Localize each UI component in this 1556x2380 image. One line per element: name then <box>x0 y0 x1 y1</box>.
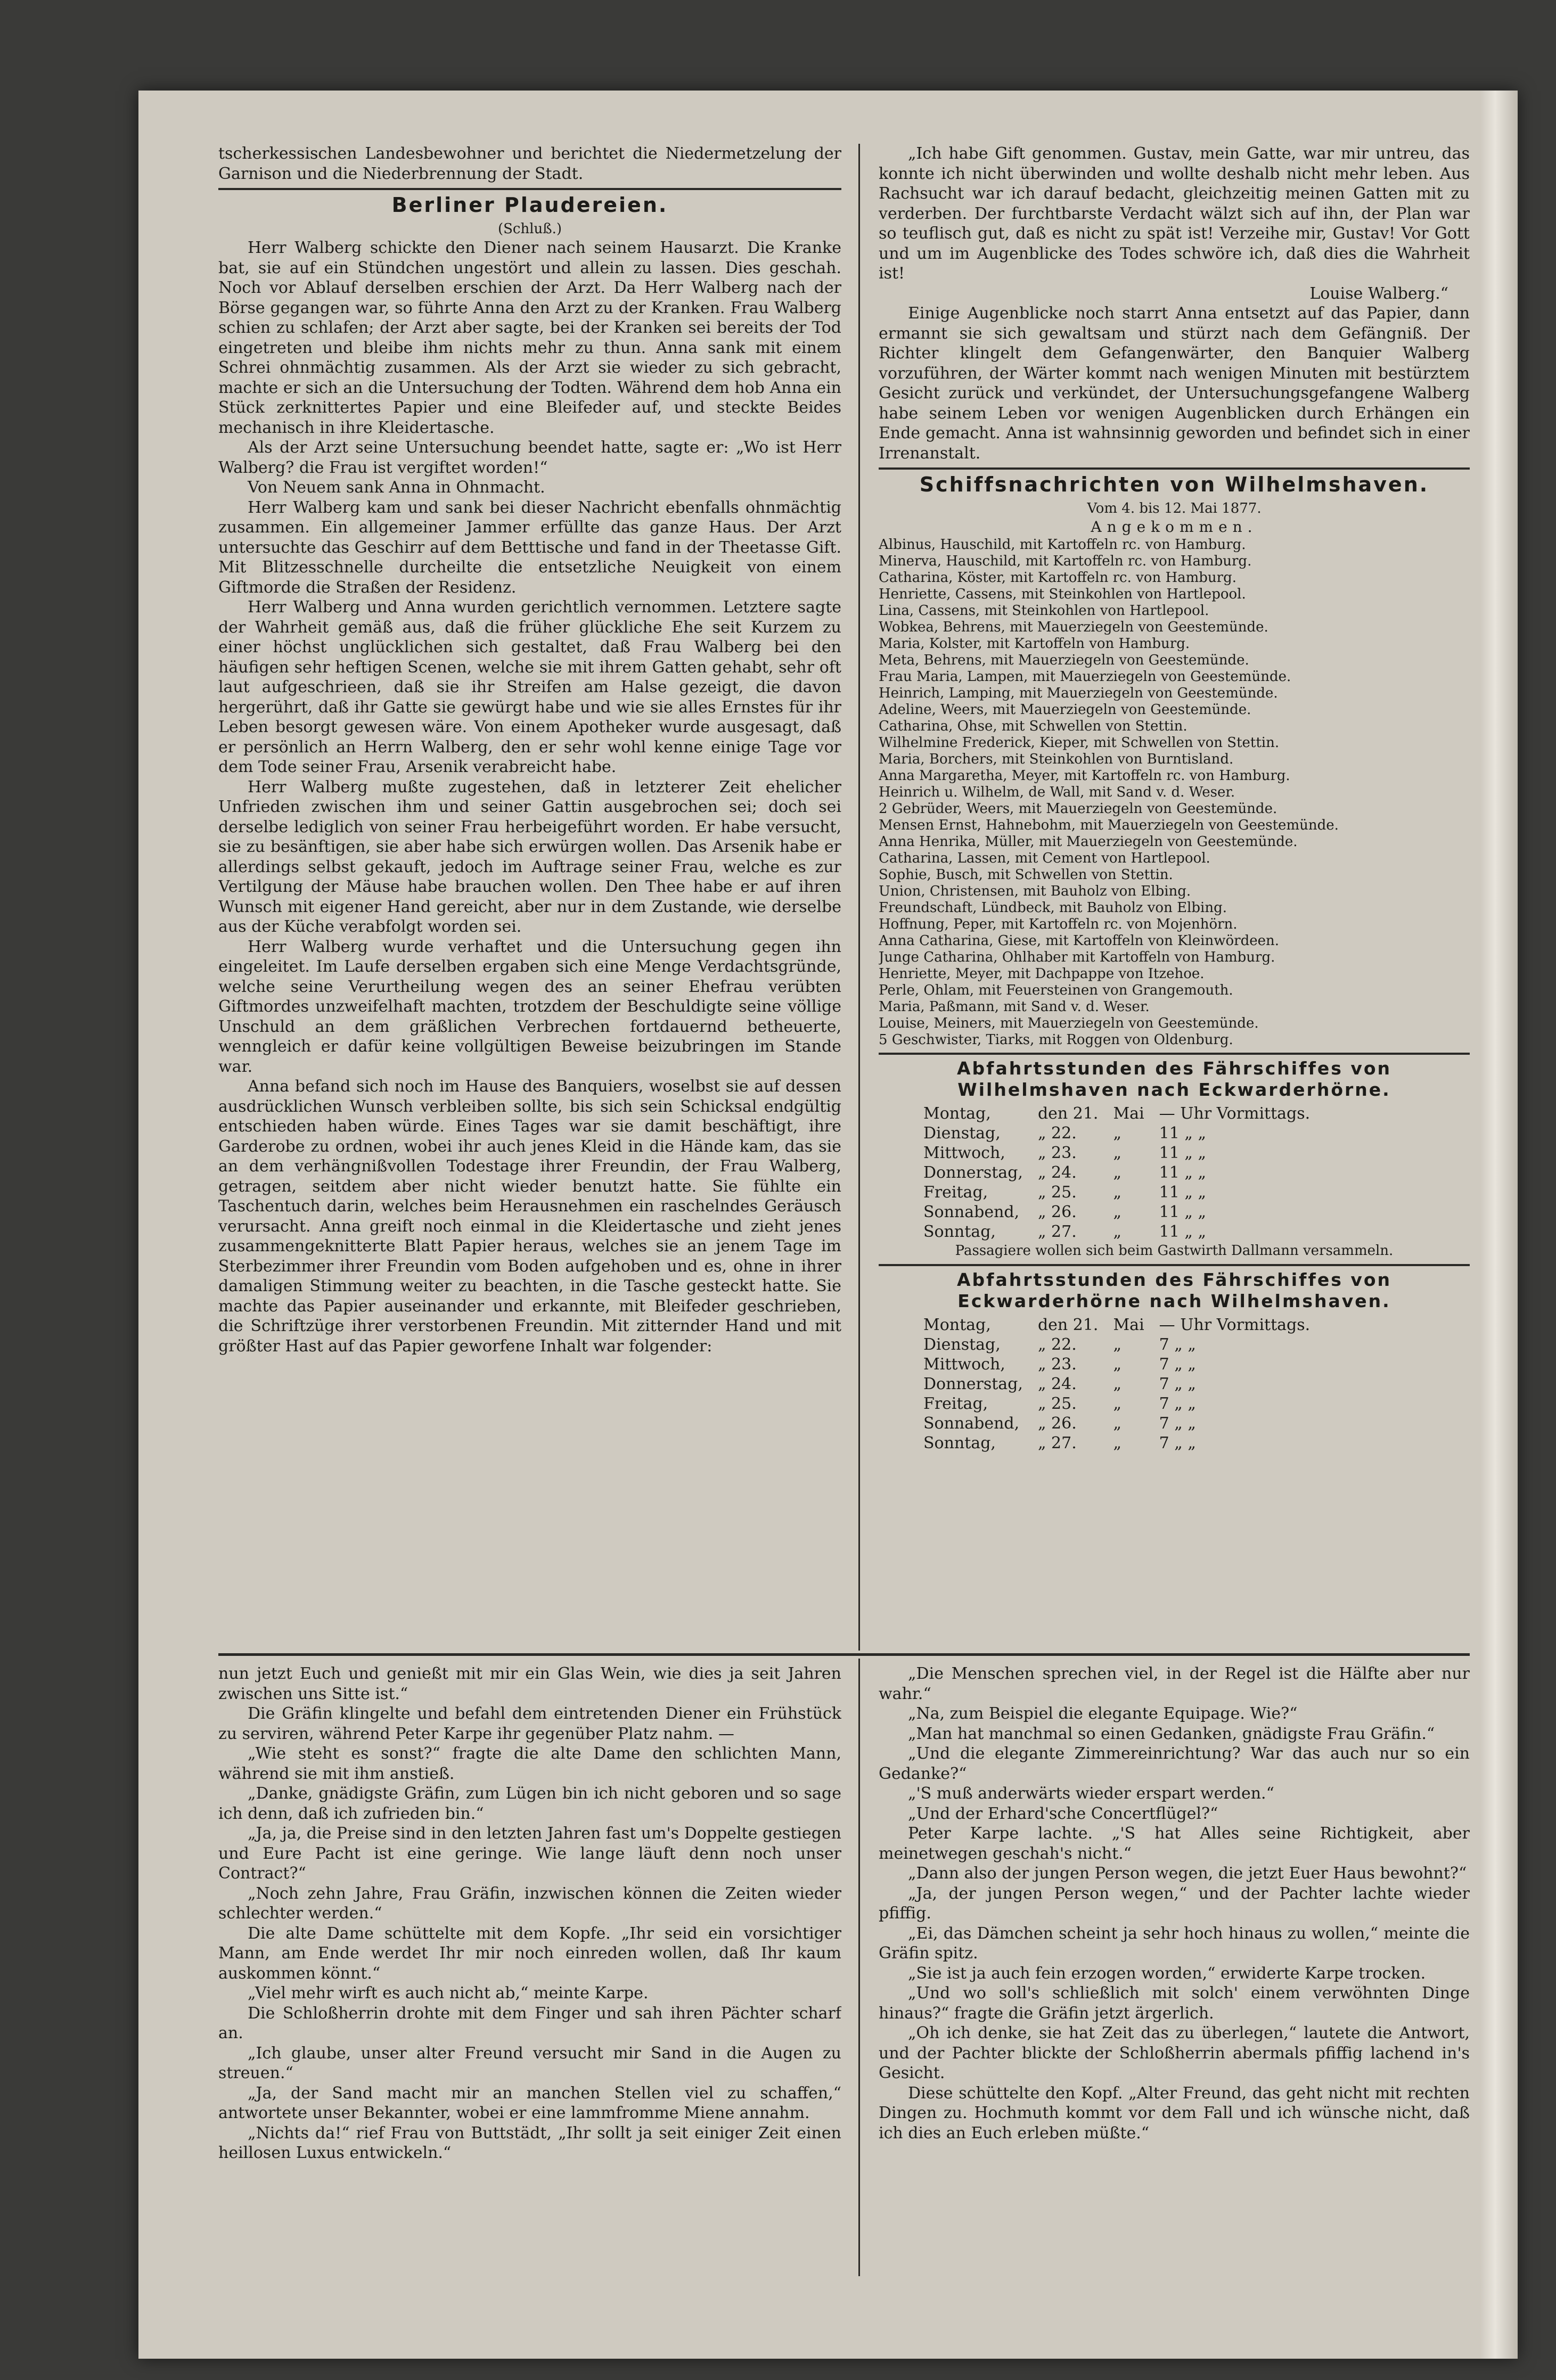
table-cell: den 21. <box>1037 1316 1099 1334</box>
list-item: Anna Catharina, Giese, mit Kartoffeln von Kleinwördeen. <box>879 933 1279 949</box>
table-cell: „ <box>1113 1335 1122 1354</box>
table-row <box>916 1315 1317 1335</box>
list-item: Maria, Borchers, mit Steinkohlen von Burntisland. <box>879 751 1234 767</box>
list-item: Minerva, Hauschild, mit Kartoffeln rc. von Hamburg. <box>879 553 1252 569</box>
table-cell: Sonnabend, <box>923 1203 1020 1221</box>
table-cell: „ 24. <box>1037 1163 1077 1182</box>
paragraph: „Nichts da!“ rief Frau von Buttstädt, „Ihr sollt ja seit einiger Zeit einen heillosen Luxus entwickeln.“ <box>218 2123 841 2162</box>
table-cell: „ 27. <box>1037 1434 1077 1452</box>
paragraph: Als der Arzt seine Untersuchung beendet hatte, sagte er: „Wo ist Herr Walberg? die Frau ist vergiftet worden!“ <box>218 438 841 477</box>
paragraph: „Ei, das Dämchen scheint ja sehr hoch hinaus zu wollen,“ meinte die Gräfin spitz. <box>879 1924 1470 1963</box>
paragraph: nun jetzt Euch und genießt mit mir ein Glas Wein, wie dies ja seit Jahren zwischen uns Sitte ist.“ <box>218 1664 841 1703</box>
paragraph: „Viel mehr wirft es auch nicht ab,“ meinte Karpe. <box>248 1984 649 2003</box>
table-row <box>916 1433 1317 1453</box>
table-cell: 11 „ „ <box>1159 1144 1207 1162</box>
paragraph: Herr Walberg kam und sank bei dieser Nachricht ebenfalls ohnmächtig zusammen. Ein allgemeiner Jammer erfüllte das ganze Haus. Der Arzt untersuchte das Geschirr auf dem Betttische und fand in der Theetasse Gift. Mit Blitzesschnelle durcheilte die entsetzliche Neuigkeit von einem Giftmorde die Straßen der Residenz. <box>218 498 841 597</box>
intro-text: tscherkessischen Landesbewohner und berichtet die Niedermetzelung der Garnison und die Niederbrennung der Stadt. <box>218 144 841 183</box>
paragraph: Herr Walberg mußte zugestehen, daß in letzterer Zeit ehelicher Unfrieden zwischen ihm und seiner Gattin ausgebrochen sei; doch sei derselbe lediglich von seiner Frau herbeigeführt worden. Er habe versucht, sie zu besänftigen, sie aber habe sich erwürgen wollen. Das Arsenik habe er allerdings selbst gekauft, jedoch im Auftrage seiner Frau, welche es zur Vertilgung der Mäuse habe brauchen wollen. Den Thee habe er auf ihren Wunsch mit eigener Hand gereicht, aber nur in dem Zustande, wie derselbe aus der Küche verabfolgt worden sei. <box>218 777 841 936</box>
table-cell: 7 „ „ <box>1159 1335 1196 1354</box>
list-item: Frau Maria, Lampen, mit Mauerziegeln von Geestemünde. <box>879 669 1291 685</box>
table-cell: Sonntag, <box>923 1434 996 1452</box>
table-cell: „ 26. <box>1037 1203 1077 1221</box>
table-cell: 7 „ „ <box>1159 1414 1196 1433</box>
table-cell: „ <box>1113 1434 1122 1452</box>
table-cell: „ <box>1113 1375 1122 1393</box>
list-item: Maria, Paßmann, mit Sand v. d. Weser. <box>879 999 1150 1015</box>
table-cell: 11 „ „ <box>1159 1163 1207 1182</box>
table-cell: Sonnabend, <box>923 1414 1020 1433</box>
table-row <box>916 1143 1317 1163</box>
paragraph: „Ja, ja, die Preise sind in den letzten Jahren fast um's Doppelte gestiegen und Eure Pacht ist eine geringe. Wie lange läuft denn noch unser Contract?“ <box>218 1824 841 1883</box>
table-cell: „ <box>1113 1222 1122 1241</box>
list-item: Sophie, Busch, mit Schwellen von Stettin. <box>879 867 1173 883</box>
table-cell: „ 23. <box>1037 1144 1077 1162</box>
table-cell: „ 22. <box>1037 1124 1077 1143</box>
paragraph: „Ich glaube, unser alter Freund versucht mir Sand in die Augen zu streuen.“ <box>218 2043 841 2082</box>
list-item: Henriette, Meyer, mit Dachpappe von Itzehoe. <box>879 966 1205 982</box>
list-item: Louise, Meiners, mit Mauerziegeln von Geestemünde. <box>879 1015 1259 1031</box>
article-heading: Berliner Plaudereien. <box>218 188 841 217</box>
table-cell: „ <box>1113 1414 1122 1433</box>
list-item: Adeline, Weers, mit Mauerziegeln von Geestemünde. <box>879 702 1251 718</box>
table-cell: Montag, <box>923 1104 991 1123</box>
list-item: Mensen Ernst, Hahnebohm, mit Mauerziegeln von Geestemünde. <box>879 817 1339 833</box>
paragraph: „Noch zehn Jahre, Frau Gräfin, inzwischen können die Zeiten wieder schlechter werden.“ <box>218 1884 841 1923</box>
table-row <box>916 1355 1317 1374</box>
list-item: Wilhelmine Frederick, Kieper, mit Schwellen von Stettin. <box>879 735 1280 751</box>
table-cell: 11 „ „ <box>1159 1203 1207 1221</box>
table-cell: Donnerstag, <box>923 1375 1023 1393</box>
paragraph: Herr Walberg und Anna wurden gerichtlich vernommen. Letztere sagte der Wahrheit gemäß aus, daß die früher glückliche Ehe seit Kurzem zu einer höchst unglücklichen sich gestaltet, daß Frau Walberg bei den häufigen sehr heftigen Scenen, welche sie mit ihrem Gatten gehabt, sehr oft laut aufgeschrieen, daß sie ihr Streifen am Halse gezeigt, die davon hergerührt, daß ihr Gatte sie gewürgt habe und wie sie alles Ernstes für ihr Leben besorgt gewesen wäre. Von einem Apotheker wurde ausgesagt, daß er persönlich an Herrn Walberg, den er sehr wohl kenne einige Tage vor dem Tode seiner Frau, Arsenik verabreicht habe. <box>218 598 841 776</box>
paragraph: Die alte Dame schüttelte mit dem Kopfe. „Ihr seid ein vorsichtiger Mann, am Ende werdet Ihr mir noch einreden wollen, daß Ihr kaum auskommen könnt.“ <box>218 1924 841 1983</box>
list-item: Freundschaft, Lündbeck, mit Bauholz von Elbing. <box>879 900 1227 916</box>
table-cell: „ <box>1113 1203 1122 1221</box>
list-item: 2 Gebrüder, Weers, mit Mauerziegeln von Geestemünde. <box>879 801 1277 817</box>
paragraph: „Oh ich denke, sie hat Zeit das zu überlegen,“ lautete die Antwort, und der Pachter blickte der Schloßherrin abermals pfiffig lachend in's Gesicht. <box>879 2024 1470 2082</box>
list-item: Perle, Ohlam, mit Feuersteinen von Grangemouth. <box>879 982 1233 998</box>
column-divider <box>858 144 860 1651</box>
table-row <box>916 1202 1317 1222</box>
table-cell: — Uhr Vormittags. <box>1159 1104 1311 1123</box>
column-1 <box>218 144 841 1645</box>
paragraph: „Dann also der jungen Person wegen, die jetzt Euer Haus bewohnt?“ <box>908 1864 1467 1883</box>
table-cell: 11 „ „ <box>1159 1222 1207 1241</box>
paragraph: „Ja, der Sand macht mir an manchen Stellen viel zu schaffen,“ antwortete unser Bekannter, wobei er eine lammfromme Miene annahm. <box>218 2083 841 2122</box>
table-cell: „ <box>1113 1124 1122 1143</box>
paragraph: „Na, zum Beispiel die elegante Equipage. Wie?“ <box>908 1704 1298 1723</box>
table-cell: 11 „ „ <box>1159 1124 1207 1143</box>
table-cell: Freitag, <box>923 1183 988 1202</box>
column-2 <box>879 144 1470 1645</box>
column-divider <box>858 1659 860 2276</box>
table-cell: „ 25. <box>1037 1394 1077 1413</box>
table-cell: Donnerstag, <box>923 1163 1023 1182</box>
paragraph: Herr Walberg wurde verhaftet und die Untersuchung gegen ihn eingeleitet. Im Laufe derselben ergaben sich eine Menge Verdachtsgründe, welche seine Verurtheilung wegen des an seiner Ehefrau verübten Giftmordes unzweifelhaft machten, trotzdem der Beschuldigte seine völlige Unschuld an dem gräßlichen Verbrechen fortdauernd betheuerte, wenngleich er dafür keine vollgültigen Beweise beizubringen im Stande war. <box>218 937 841 1076</box>
list-item: Maria, Kolster, mit Kartoffeln von Hamburg. <box>879 636 1190 652</box>
letter-signature: Louise Walberg.“ <box>1309 284 1448 303</box>
table-row <box>916 1183 1317 1202</box>
paragraph: „Und wo soll's schließlich mit solch' einem verwöhnten Dinge hinaus?“ fragte die Gräfin jetzt ärgerlich. <box>879 1984 1470 2023</box>
table-row <box>916 1394 1317 1414</box>
table-row <box>916 1163 1317 1183</box>
table-row <box>916 1104 1317 1123</box>
table-row <box>916 1374 1317 1394</box>
paragraph: Die Gräfin klingelte und befahl dem eintretenden Diener ein Frühstück zu serviren, während Peter Karpe ihr gegenüber Platz nahm. — <box>218 1704 841 1743</box>
table-cell: Montag, <box>923 1316 991 1334</box>
ships-list <box>879 537 1470 1048</box>
table-cell: Mai <box>1113 1316 1144 1334</box>
ships-arrived-label: Angekommen. <box>1091 518 1258 536</box>
table-row <box>916 1123 1317 1143</box>
table-row <box>916 1222 1317 1242</box>
paragraph: Peter Karpe lachte. „'S hat Alles seine Richtigkeit, aber meinetwegen geschah's nicht.“ <box>879 1824 1470 1863</box>
list-item: Wobkea, Behrens, mit Mauerziegeln von Geestemünde. <box>879 619 1268 635</box>
table-cell: „ <box>1113 1183 1122 1202</box>
table-cell: 11 „ „ <box>1159 1183 1207 1202</box>
paragraph: Anna befand sich noch im Hause des Banquiers, woselbst sie auf dessen ausdrücklichen Wunsch verbleiben sollte, bis sich sein Schicksal endgültig entschieden haben würde. Eines Tages war sie damit beschäftigt, ihre Garderobe zu ordnen, wobei ihr auch jenes Kleid in die Hände kam, das sie an dem verhängnißvollen Todestage ihrer Freundin, der Frau Walberg, getragen, seitdem aber nicht wieder benutzt hatte. Sie fühlte ein Taschentuch darin, welches beim Herausnehmen ein raschelndes Geräusch verursacht. Anna greift noch einmal in die Kleidertasche und zieht jenes zusammengeknitterte Blatt Papier heraus, welches sie an jenem Tage im Sterbezimmer ihrer Freundin vom Boden aufgehoben und es, ohne in ihrer damaligen Stimmung weiter zu beachten, in die Tasche gesteckt hatte. Sie machte das Papier auseinander und erkannte, mit Bleifeder geschrieben, die Schriftzüge ihrer verstorbenen Freundin. Mit zitternder Hand und mit größter Hast auf das Papier geworfene Inhalt war folgender: <box>218 1077 841 1356</box>
list-item: Henriette, Cassens, mit Steinkohlen von Hartlepool. <box>879 586 1246 602</box>
table-cell: „ 24. <box>1037 1375 1077 1393</box>
paragraph: „Ja, der jungen Person wegen,“ und der Pachter lachte wieder pfiffig. <box>879 1884 1470 1923</box>
table-cell: „ 26. <box>1037 1414 1077 1433</box>
column-3 <box>218 1664 841 2271</box>
table-cell: „ <box>1113 1394 1122 1413</box>
paragraph: „Danke, gnädigste Gräfin, zum Lügen bin ich nicht geboren und so sage ich denn, daß ich zufrieden bin.“ <box>218 1784 841 1823</box>
paragraph: „Sie ist ja auch fein erzogen worden,“ erwiderte Karpe trocken. <box>908 1964 1426 1983</box>
list-item: Lina, Cassens, mit Steinkohlen von Hartlepool. <box>879 603 1209 619</box>
list-item: 5 Geschwister, Tiarks, mit Roggen von Oldenburg. <box>879 1032 1233 1048</box>
table-cell: „ <box>1113 1163 1122 1182</box>
paragraph: Von Neuem sank Anna in Ohnmacht. <box>248 478 545 497</box>
paragraph: „Und die elegante Zimmereinrichtung? War das auch nur so ein Gedanke?“ <box>879 1744 1470 1783</box>
paragraph: „Die Menschen sprechen viel, in der Regel ist die Hälfte aber nur wahr.“ <box>879 1664 1470 1703</box>
ferry2-schedule <box>916 1315 1317 1453</box>
letter-text: „Ich habe Gift genommen. Gustav, mein Gatte, war mir untreu, das konnte ich nicht überwinden und wollte deshalb nicht mehr leben. Aus Rachsucht war ich darauf bedacht, gleichzeitig meinen Gatten mit zu verderben. Der furchtbarste Verdacht wälzt sich auf ihn, der Plan war so teuflisch gut, daß es nicht zu spät ist! Verzeihe mir, Gustav! Vor Gott und um im Augenblicke des Todes schwöre ich, daß dies die Wahrheit ist! <box>879 144 1470 283</box>
ships-heading: Schiffsnachrichten von Wilhelmshaven. <box>879 467 1470 496</box>
table-cell: — Uhr Vormittags. <box>1159 1316 1311 1334</box>
table-cell: 7 „ „ <box>1159 1375 1196 1393</box>
table-cell: „ 23. <box>1037 1355 1077 1374</box>
table-cell: Dienstag, <box>923 1335 1001 1354</box>
ferry1-note: Passagiere wollen sich beim Gastwirth Dallmann versammeln. <box>955 1243 1394 1259</box>
table-cell: 7 „ „ <box>1159 1434 1196 1452</box>
list-item: Heinrich, Lamping, mit Mauerziegeln von Geestemünde. <box>879 685 1278 701</box>
paragraph: „'S muß anderwärts wieder erspart werden.“ <box>908 1784 1274 1803</box>
table-cell: „ 25. <box>1037 1183 1077 1202</box>
table-cell: Mai <box>1113 1104 1144 1123</box>
list-item: Anna Margaretha, Meyer, mit Kartoffeln rc. von Hamburg. <box>879 768 1290 784</box>
table-cell: 7 „ „ <box>1159 1394 1196 1413</box>
list-item: Albinus, Hauschild, mit Kartoffeln rc. von Hamburg. <box>879 537 1246 553</box>
list-item: Catharina, Ohse, mit Schwellen von Stettin. <box>879 718 1188 734</box>
list-item: Junge Catharina, Ohlhaber mit Kartoffeln von Hamburg. <box>879 949 1275 965</box>
table-row <box>916 1335 1317 1355</box>
column-4 <box>879 1664 1470 2271</box>
table-cell: den 21. <box>1037 1104 1099 1123</box>
table-cell: „ 22. <box>1037 1335 1077 1354</box>
paragraph: Die Schloßherrin drohte mit dem Finger und sah ihren Pächter scharf an. <box>218 2004 841 2042</box>
table-cell: Mittwoch, <box>923 1355 1005 1374</box>
table-row <box>916 1414 1317 1433</box>
table-cell: Dienstag, <box>923 1124 1001 1143</box>
newspaper-page <box>138 91 1518 2359</box>
paragraph: „Und der Erhard'sche Concertflügel?“ <box>908 1804 1218 1823</box>
table-cell: „ <box>1113 1144 1122 1162</box>
paragraph: Einige Augenblicke noch starrt Anna entsetzt auf das Papier, dann ermannt sie sich gewaltsam und stürzt nach dem Gefängniß. Der Richter klingelt dem Gefangenwärter, den Banquier Walberg vorzuführen, der Wärter kommt nach wenigen Minuten mit bestürztem Gesicht zurück und verkündet, der Untersuchungsgefangene Walberg habe seinem Leben vor wenigen Augenblicken durch Erhängen ein Ende gemacht. Anna ist wahnsinnig geworden und befindet sich in einer Irrenanstalt. <box>879 304 1470 463</box>
section-divider <box>218 1653 1470 1656</box>
list-item: Anna Henrika, Müller, mit Mauerziegeln von Geestemünde. <box>879 834 1298 850</box>
ferry2-heading: Abfahrtsstunden des Fährschiffes von Eckwarderhörne nach Wilhelmshaven. <box>879 1264 1470 1312</box>
paragraph: „Wie steht es sonst?“ fragte die alte Dame den schlichten Mann, während sie mit ihm anstieß. <box>218 1744 841 1783</box>
paragraph: Herr Walberg schickte den Diener nach seinem Hausarzt. Die Kranke bat, sie auf ein Stündchen ungestört und allein zu lassen. Dies geschah. Noch vor Ablauf derselben erschien der Arzt. Da Herr Walberg nach der Börse gegangen war, so führte Anna den Arzt zu der Kranken. Frau Walberg schien zu schlafen; der Arzt aber sagte, bei der Kranken sei bereits der Tod eingetreten und bleibe ihm nichts mehr zu thun. Anna sank mit einem Schrei ohnmächtig zusammen. Als der Arzt sie wieder zu sich gebracht, machte er sich an die Untersuchung der Todten. Während dem hob Anna ein Stück zerknittertes Papier und eine Bleifeder auf, und steckte Beides mechanisch in ihre Kleidertasche. <box>218 239 841 437</box>
list-item: Hoffnung, Peper, mit Kartoffeln rc. von Mojenhörn. <box>879 916 1238 932</box>
table-cell: Mittwoch, <box>923 1144 1005 1162</box>
list-item: Meta, Behrens, mit Mauerziegeln von Geestemünde. <box>879 652 1249 668</box>
list-item: Union, Christensen, mit Bauholz von Elbing. <box>879 883 1191 899</box>
table-cell: Freitag, <box>923 1394 988 1413</box>
ships-date: Vom 4. bis 12. Mai 1877. <box>1087 500 1262 516</box>
table-cell: „ 27. <box>1037 1222 1077 1241</box>
list-item: Catharina, Köster, mit Kartoffeln rc. von Hamburg. <box>879 570 1237 586</box>
table-cell: „ <box>1113 1355 1122 1374</box>
paragraph: „Man hat manchmal so einen Gedanken, gnädigste Frau Gräfin.“ <box>908 1724 1435 1743</box>
table-cell: 7 „ „ <box>1159 1355 1196 1374</box>
ferry1-heading: Abfahrtsstunden des Fährschiffes von Wilhelmshaven nach Eckwarderhörne. <box>879 1053 1470 1101</box>
article-subheading: (Schluß.) <box>497 221 562 237</box>
list-item: Catharina, Lassen, mit Cement von Hartlepool. <box>879 850 1210 866</box>
ferry1-schedule <box>916 1104 1317 1242</box>
paragraph: Diese schüttelte den Kopf. „Alter Freund, das geht nicht mit rechten Dingen zu. Hochmuth kommt vor dem Fall und ich wünsche nicht, daß ich dies an Euch erleben müßte.“ <box>879 2083 1470 2143</box>
page-edge <box>1480 91 1518 2359</box>
list-item: Heinrich u. Wilhelm, de Wall, mit Sand v. d. Weser. <box>879 784 1235 800</box>
table-cell: Sonntag, <box>923 1222 996 1241</box>
